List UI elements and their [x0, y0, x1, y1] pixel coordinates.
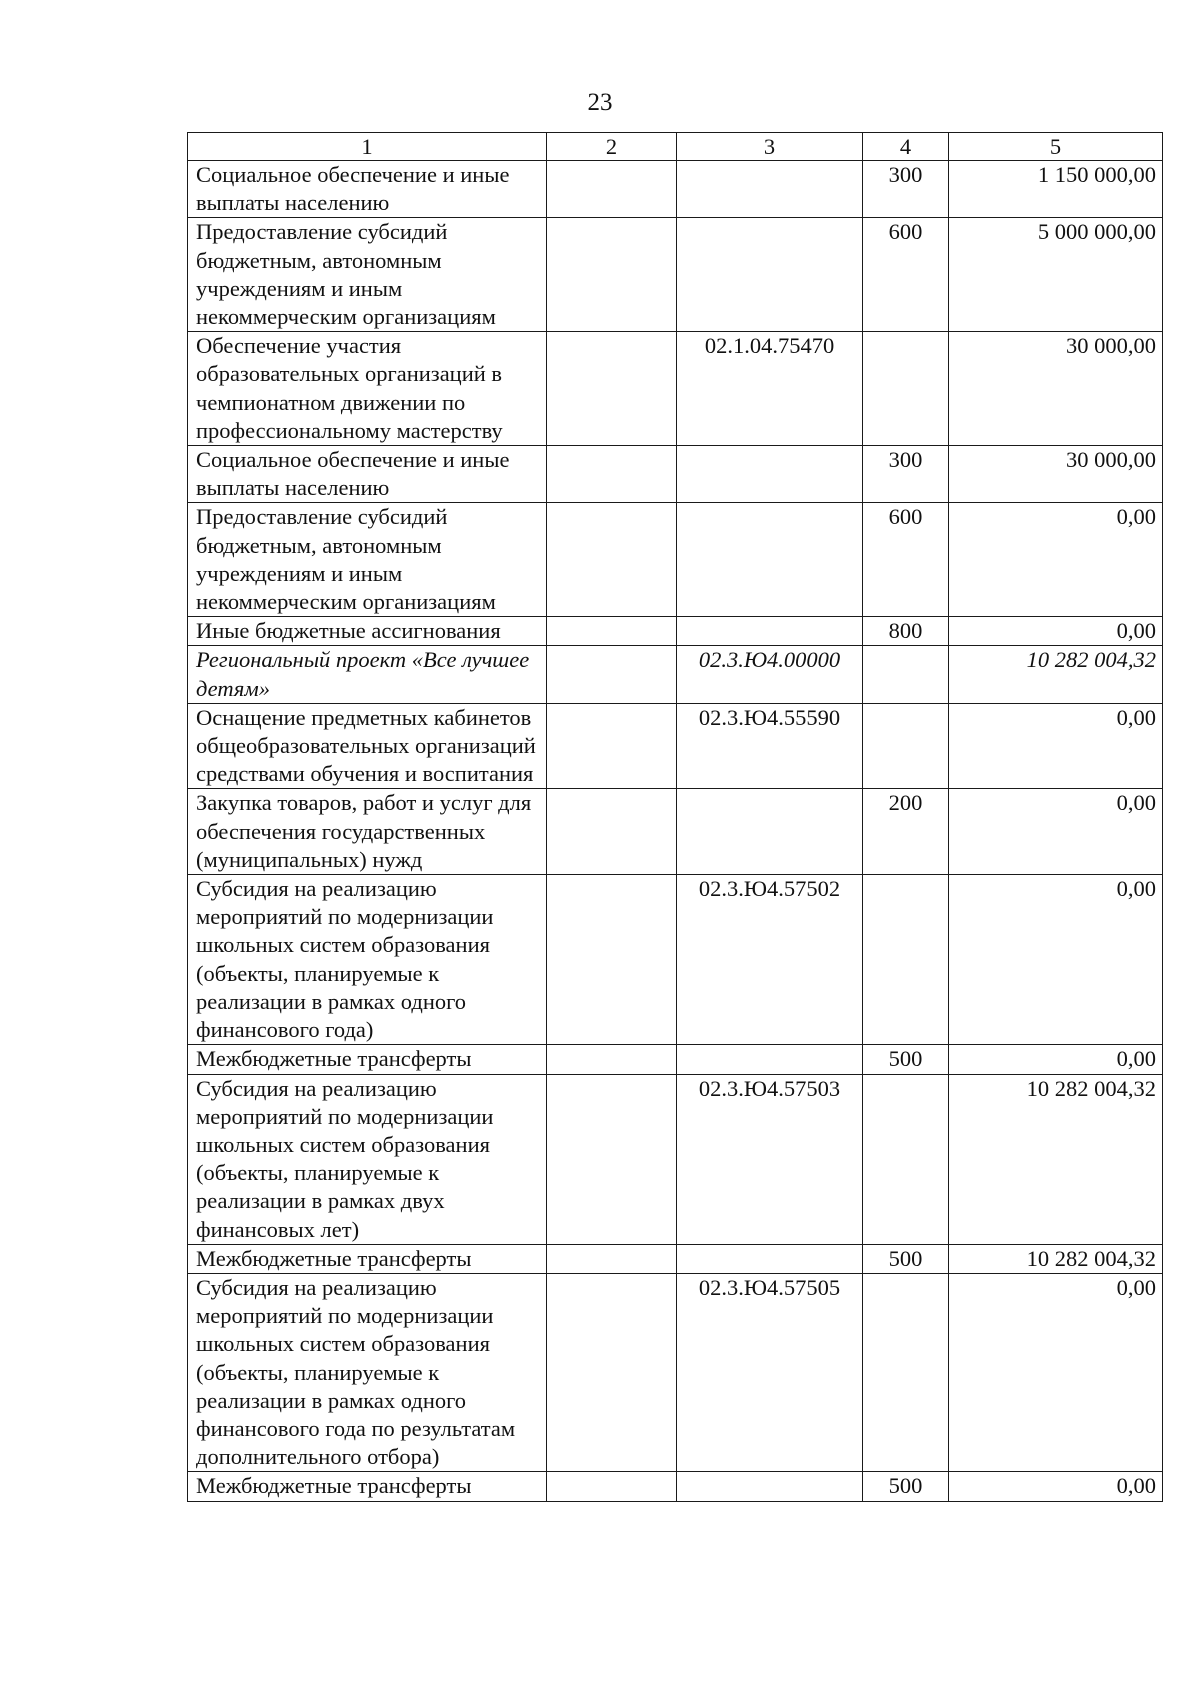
row-col2-cell — [547, 332, 677, 446]
row-code-cell — [677, 161, 863, 218]
row-col2-cell — [547, 1273, 677, 1471]
budget-table-body — [188, 133, 1163, 1502]
row-amount-cell: 0,00 — [949, 789, 1163, 875]
row-amount-cell: 0,00 — [949, 1045, 1163, 1074]
table-row — [188, 703, 1163, 789]
row-col2-cell — [547, 789, 677, 875]
row-amount-cell: 10 282 004,32 — [949, 1244, 1163, 1273]
row-code-cell — [677, 1045, 863, 1074]
row-code-cell — [677, 446, 863, 503]
row-col2-cell — [547, 703, 677, 789]
row-amount-cell: 30 000,00 — [949, 446, 1163, 503]
table-row — [188, 332, 1163, 446]
row-code-cell: 02.3.Ю4.55590 — [677, 703, 863, 789]
row-col2-cell — [547, 218, 677, 332]
row-amount-cell: 10 282 004,32 — [949, 1074, 1163, 1244]
table-row — [188, 1472, 1163, 1501]
row-code-cell: 02.3.Ю4.57505 — [677, 1273, 863, 1471]
row-name-cell: Межбюджетные трансферты — [188, 1045, 547, 1074]
row-type-cell: 200 — [863, 789, 949, 875]
row-type-cell — [863, 1273, 949, 1471]
row-col2-cell — [547, 1074, 677, 1244]
row-amount-cell: 1 150 000,00 — [949, 161, 1163, 218]
row-col2-cell — [547, 503, 677, 617]
row-name-cell: Обеспечение участия образовательных организаций в чемпионатном движении по профессиональному мастерству — [188, 332, 547, 446]
row-type-cell — [863, 646, 949, 703]
table-row — [188, 875, 1163, 1045]
row-amount-cell: 0,00 — [949, 1472, 1163, 1501]
row-col2-cell — [547, 1244, 677, 1273]
row-code-cell — [677, 503, 863, 617]
row-code-cell — [677, 218, 863, 332]
row-code-cell: 02.3.Ю4.57503 — [677, 1074, 863, 1244]
row-type-cell — [863, 332, 949, 446]
table-row — [188, 617, 1163, 646]
table-row — [188, 1045, 1163, 1074]
table-row — [188, 161, 1163, 218]
row-code-cell — [677, 1244, 863, 1273]
header-cell-1: 1 — [188, 133, 547, 161]
row-col2-cell — [547, 875, 677, 1045]
row-amount-cell: 0,00 — [949, 875, 1163, 1045]
row-name-cell: Субсидия на реализацию мероприятий по модернизации школьных систем образования (объекты, планируемые к реализации в рамках одного финансового года по результатам дополнительного отбора) — [188, 1273, 547, 1471]
row-col2-cell — [547, 1472, 677, 1501]
row-name-cell: Иные бюджетные ассигнования — [188, 617, 547, 646]
row-type-cell: 500 — [863, 1045, 949, 1074]
row-amount-cell: 0,00 — [949, 1273, 1163, 1471]
row-name-cell: Социальное обеспечение и иные выплаты населению — [188, 446, 547, 503]
row-type-cell: 800 — [863, 617, 949, 646]
row-col2-cell — [547, 646, 677, 703]
row-name-cell: Предоставление субсидий бюджетным, автономным учреждениям и иным некоммерческим организациям — [188, 218, 547, 332]
budget-table — [187, 132, 1163, 1502]
row-type-cell: 500 — [863, 1472, 949, 1501]
row-type-cell — [863, 875, 949, 1045]
row-code-cell — [677, 789, 863, 875]
row-name-cell: Закупка товаров, работ и услуг для обеспечения государственных (муниципальных) нужд — [188, 789, 547, 875]
row-amount-cell: 5 000 000,00 — [949, 218, 1163, 332]
row-type-cell: 600 — [863, 218, 949, 332]
header-cell-3: 3 — [677, 133, 863, 161]
row-amount-cell: 30 000,00 — [949, 332, 1163, 446]
row-type-cell: 600 — [863, 503, 949, 617]
row-type-cell: 300 — [863, 161, 949, 218]
row-name-cell: Межбюджетные трансферты — [188, 1244, 547, 1273]
row-code-cell — [677, 617, 863, 646]
table-row — [188, 1074, 1163, 1244]
table-row — [188, 446, 1163, 503]
table-header-row — [188, 133, 1163, 161]
row-type-cell: 300 — [863, 446, 949, 503]
row-name-cell: Социальное обеспечение и иные выплаты населению — [188, 161, 547, 218]
row-code-cell: 02.3.Ю4.57502 — [677, 875, 863, 1045]
table-row — [188, 1244, 1163, 1273]
header-cell-5: 5 — [949, 133, 1163, 161]
row-type-cell — [863, 1074, 949, 1244]
row-col2-cell — [547, 1045, 677, 1074]
row-amount-cell: 0,00 — [949, 703, 1163, 789]
table-row — [188, 1273, 1163, 1471]
row-col2-cell — [547, 446, 677, 503]
row-amount-cell: 0,00 — [949, 617, 1163, 646]
row-type-cell — [863, 703, 949, 789]
table-row — [188, 789, 1163, 875]
row-col2-cell — [547, 617, 677, 646]
table-row — [188, 503, 1163, 617]
row-type-cell: 500 — [863, 1244, 949, 1273]
row-name-cell: Межбюджетные трансферты — [188, 1472, 547, 1501]
row-code-cell — [677, 1472, 863, 1501]
row-name-cell: Оснащение предметных кабинетов общеобразовательных организаций средствами обучения и воспитания — [188, 703, 547, 789]
row-amount-cell: 10 282 004,32 — [949, 646, 1163, 703]
row-name-cell: Предоставление субсидий бюджетным, автономным учреждениям и иным некоммерческим организациям — [188, 503, 547, 617]
table-row — [188, 218, 1163, 332]
row-code-cell: 02.3.Ю4.00000 — [677, 646, 863, 703]
row-code-cell: 02.1.04.75470 — [677, 332, 863, 446]
table-row — [188, 646, 1163, 703]
row-amount-cell: 0,00 — [949, 503, 1163, 617]
page-number: 23 — [587, 89, 613, 116]
row-name-cell: Субсидия на реализацию мероприятий по модернизации школьных систем образования (объекты, планируемые к реализации в рамках двух финансовых лет) — [188, 1074, 547, 1244]
header-cell-4: 4 — [863, 133, 949, 161]
header-cell-2: 2 — [547, 133, 677, 161]
row-name-cell: Субсидия на реализацию мероприятий по модернизации школьных систем образования (объекты, планируемые к реализации в рамках одного финансового года) — [188, 875, 547, 1045]
row-col2-cell — [547, 161, 677, 218]
row-name-cell: Региональный проект «Все лучшее детям» — [188, 646, 547, 703]
